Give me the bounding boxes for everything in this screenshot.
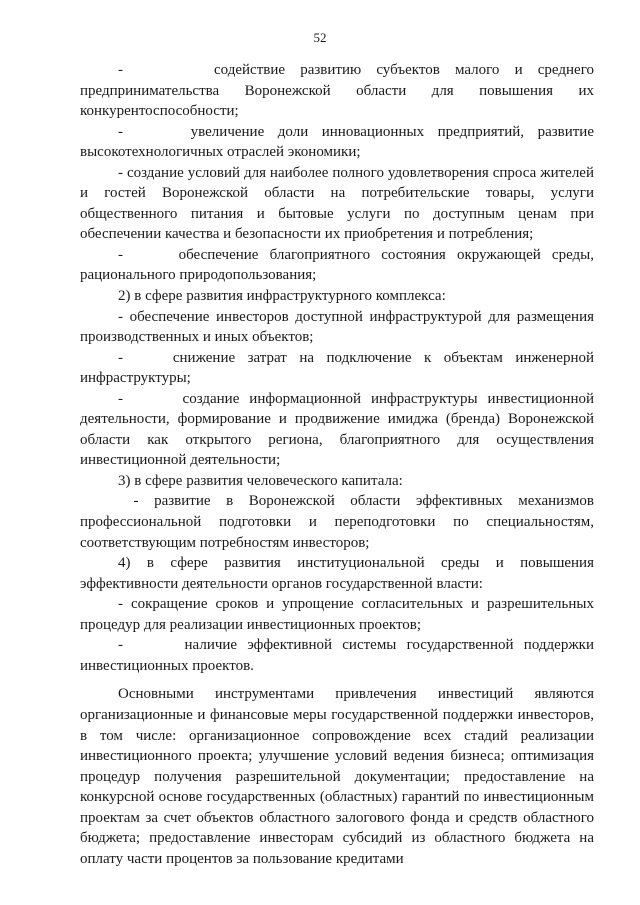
paragraph: - содействие развитию субъектов малого и среднего предпринимательства Воронежской области для повышения их конкурентоспособности; — [80, 62, 594, 120]
paragraph: - наличие эффективной системы государственной поддержки инвестиционных проектов. — [80, 637, 594, 674]
paragraph: - снижение затрат на подключение к объектам инженерной инфраструктуры; — [80, 349, 594, 387]
section-heading: 2) в сфере развития инфраструктурного комплекса: — [118, 288, 446, 305]
paragraph: - создание условий для наиболее полного удовлетворения спроса жителей и гостей Воронежской области на потребительские товары, услуги общественного питания и бытовые услуги по доступным ценам при обеспечении качества и безопасности их приобретения и потребления; — [80, 164, 594, 243]
paragraph: - обеспечение инвесторов доступной инфраструктурой для размещения производственных и иных объектов; — [80, 308, 594, 346]
document-body — [80, 60, 594, 869]
paragraph: - обеспечение благоприятного состояния окружающей среды, рационального природопользования; — [80, 246, 594, 284]
paragraph: - создание информационной инфраструктуры инвестиционной деятельности, формирование и продвижение имиджа (бренда) Воронежской области как открытого региона, благоприятного для осуществления инвестиционной деятельности; — [80, 390, 594, 469]
section-heading: 4) в сфере развития институциональной среды и повышения эффективности деятельности органов государственной власти: — [80, 555, 594, 592]
paragraph-gap — [80, 676, 594, 684]
section-heading: 3) в сфере развития человеческого капитала: — [118, 472, 403, 489]
paragraph: - увеличение доли инновационных предприятий, развитие высокотехнологичных отраслей экономики; — [80, 123, 594, 161]
paragraph: Основными инструментами привлечения инвестиций являются организационные и финансовые меры государственной поддержки инвесторов, в том числе: организационное сопровождение всех стадий реализации инвестиционного проекта; улучшение условий ведения бизнеса; оптимизация процедур получения разрешительной документации; предоставление на конкурсной основе государственных (областных) гарантий по инвестиционным проектам за счет объектов областного залогового фонда и средств областного бюджета; предоставление инвесторам субсидий из областного бюджета на оплату части процентов за пользование кредитами — [80, 686, 594, 867]
page-number: 52 — [313, 30, 327, 45]
paragraph: - сокращение сроков и упрощение согласительных и разрешительных процедур для реализации инвестиционных проектов; — [80, 596, 594, 633]
paragraph: - развитие в Воронежской области эффективных механизмов профессиональной подготовки и переподготовки по специальностям, соответствующим потребностям инвесторов; — [80, 493, 594, 551]
